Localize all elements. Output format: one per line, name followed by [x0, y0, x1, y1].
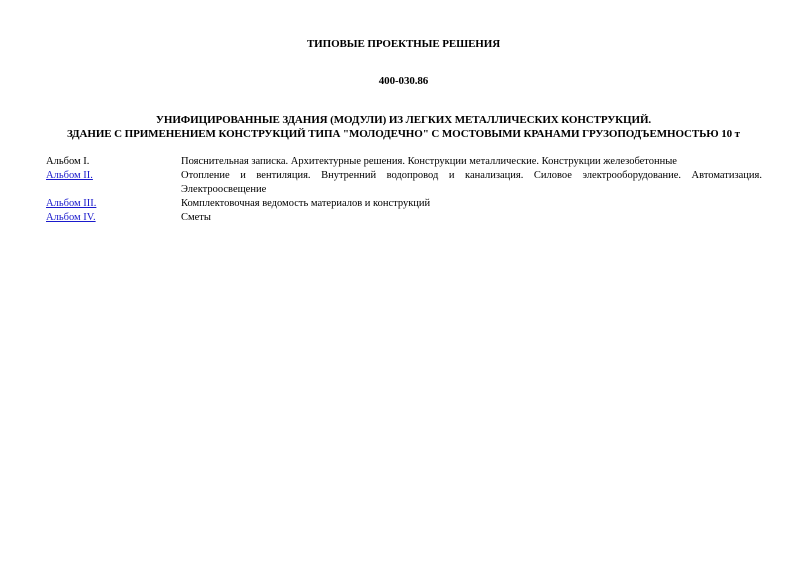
album-2-link[interactable]: Альбом II.: [46, 170, 93, 181]
album-1-label: Альбом I.: [46, 156, 90, 167]
album-3-link[interactable]: Альбом III.: [46, 198, 97, 209]
album-row-3: [46, 197, 762, 211]
series-heading: ТИПОВЫЕ ПРОЕКТНЫЕ РЕШЕНИЯ: [306, 38, 501, 50]
album-row-1: [46, 155, 762, 169]
album-2-description: Отопление и вентиляция. Внутренний водопровод и канализация. Силовое электрооборудование. Автоматизация. Электроосвещение: [181, 170, 762, 195]
album-row-2: [46, 169, 762, 197]
album-4-description: Сметы: [181, 212, 211, 223]
album-4-link[interactable]: Альбом IV.: [46, 212, 96, 223]
document-title-line-1: УНИФИЦИРОВАННЫЕ ЗДАНИЯ (МОДУЛИ) ИЗ ЛЕГКИХ МЕТАЛЛИЧЕСКИХ КОНСТРУКЦИЙ.: [155, 114, 652, 126]
album-1-description: Пояснительная записка. Архитектурные решения. Конструкции металлические. Конструкции железобетонные: [181, 156, 677, 167]
album-list: [46, 155, 762, 225]
document-code: 400-030.86: [378, 75, 429, 87]
album-3-description: Комплектовочная ведомость материалов и конструкций: [181, 198, 431, 209]
album-row-4: [46, 211, 762, 225]
document-title-line-2: ЗДАНИЕ С ПРИМЕНЕНИЕМ КОНСТРУКЦИЙ ТИПА "МОЛОДЕЧНО" С МОСТОВЫМИ КРАНАМИ ГРУЗОПОДЪЕМНОСТЬЮ 10 т: [67, 128, 740, 140]
